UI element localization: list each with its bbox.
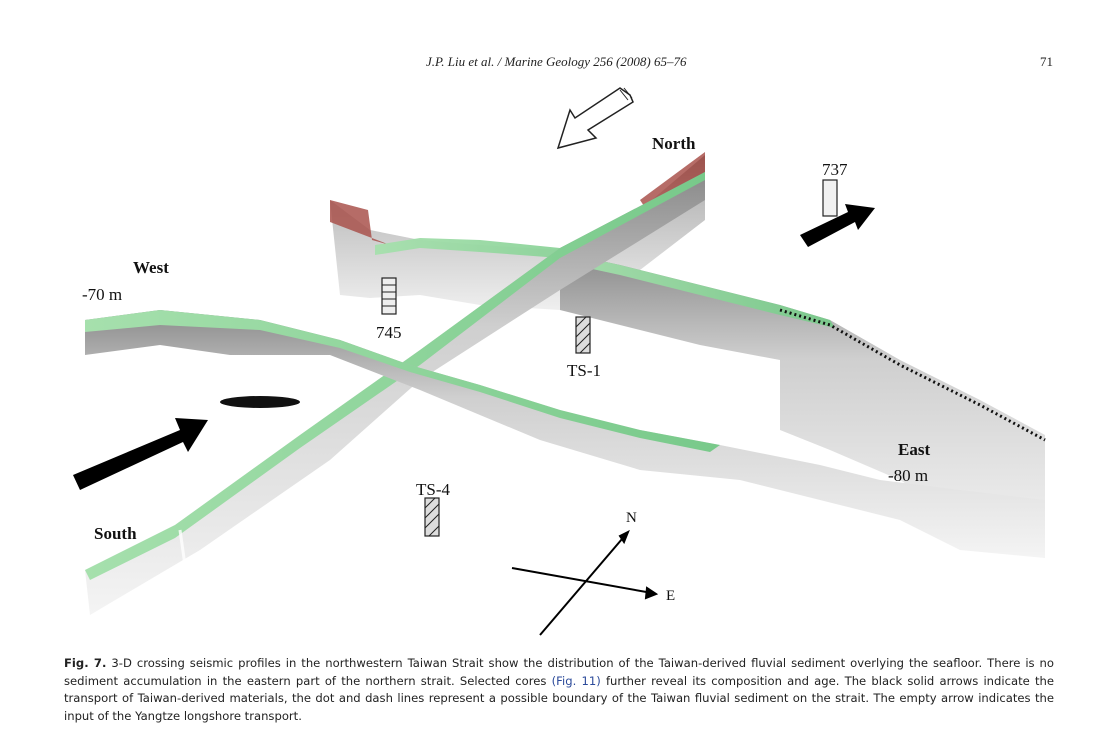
core-745-symbol xyxy=(382,278,396,314)
compass xyxy=(512,532,656,635)
compass-e-label: E xyxy=(666,588,676,604)
caption-figure-label: Fig. 7. xyxy=(64,656,107,670)
depth-west: -70 m xyxy=(82,285,123,304)
label-north: North xyxy=(652,134,696,153)
core-ts4-symbol xyxy=(425,498,439,536)
core-ts4-label: TS-4 xyxy=(416,480,450,499)
journal-reference: J.P. Liu et al. / Marine Geology 256 (2008) 65–76 xyxy=(426,54,687,69)
seismic-profile-figure xyxy=(0,80,1106,650)
transport-arrow-southwest xyxy=(73,418,208,490)
compass-n-label: N xyxy=(626,510,637,526)
depth-east: -80 m xyxy=(888,466,929,485)
seismic-profile-drawing xyxy=(0,80,1106,650)
core-737-symbol xyxy=(823,180,837,216)
core-ts1-label: TS-1 xyxy=(567,361,601,380)
core-737-label: 737 xyxy=(822,160,848,179)
page-number: 71 xyxy=(1040,54,1053,69)
label-west: West xyxy=(133,258,169,277)
core-745-label: 745 xyxy=(376,323,402,342)
yangtze-empty-arrow xyxy=(558,88,633,148)
label-east: East xyxy=(898,440,931,459)
caption-text-1: 3-D crossing seismic profiles in the northwestern Taiwan Strait show the distribution of the Taiwan-derived fluvial sediment overlying the seafloor. There is no sediment accumulation in the eastern part of the northern strait. Selected cores xyxy=(64,656,1055,688)
label-south: South xyxy=(94,524,137,543)
running-head xyxy=(0,54,1106,72)
caption-text-2: further reveal its composition and age. The black solid arrows indicate the transport of Taiwan-derived materials, the dot and dash lines represent a possible boundary of the Taiwan fluvial sediment on the strait. The empty arrow indicates the input of the Yangtze longshore transport. xyxy=(64,673,1054,723)
figure-caption xyxy=(64,655,1054,725)
channel-feature xyxy=(220,396,300,408)
caption-figure-link[interactable]: (Fig. 11) xyxy=(551,673,601,688)
